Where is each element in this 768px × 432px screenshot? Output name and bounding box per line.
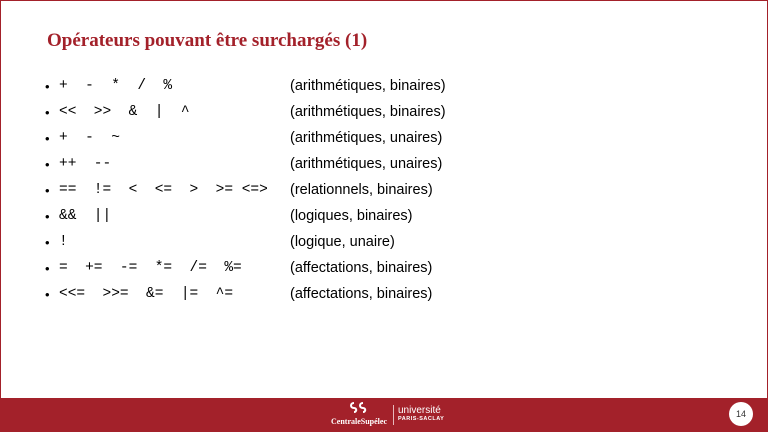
paris-saclay-logo [398, 405, 444, 423]
university-subtext: PARIS-SACLAY [398, 416, 445, 422]
operators-text: << >> & | ^ [59, 104, 190, 120]
swirl-icon [349, 401, 369, 414]
slide-title: Opérateurs pouvant être surchargés (1) [47, 30, 368, 51]
logo-divider [393, 405, 394, 425]
logo-mark-icon [327, 401, 391, 417]
operators-text: && || [59, 208, 112, 224]
university-text: université [398, 405, 441, 416]
operators-description: (arithmétiques, unaires) [290, 156, 443, 172]
bullet-icon: • [45, 157, 50, 172]
bullet-icon: • [45, 235, 50, 250]
bullet-icon: • [45, 209, 50, 224]
operators-description: (arithmétiques, binaires) [290, 78, 446, 94]
page-number: 14 [729, 402, 753, 426]
bullet-icon: • [45, 79, 50, 94]
brand-name: CentraleSupélec [331, 417, 387, 426]
operators-description: (affectations, binaires) [290, 260, 433, 276]
operators-description: (logique, unaire) [290, 234, 395, 250]
bullet-icon: • [45, 131, 50, 146]
operators-description: (affectations, binaires) [290, 286, 433, 302]
bullet-icon: • [45, 183, 50, 198]
operators-description: (arithmétiques, binaires) [290, 104, 446, 120]
operators-text: = += -= *= /= %= [59, 260, 242, 276]
footer-bar [1, 398, 767, 431]
bullet-icon: • [45, 105, 50, 120]
operators-description: (relationnels, binaires) [290, 182, 433, 198]
centralesupelec-logo [327, 401, 391, 429]
operators-text: ! [59, 234, 68, 250]
operators-text: + - * / % [59, 78, 173, 94]
operators-description: (arithmétiques, unaires) [290, 130, 443, 146]
operators-text: <<= >>= &= |= ^= [59, 286, 234, 302]
operators-description: (logiques, binaires) [290, 208, 413, 224]
bullet-icon: • [45, 261, 50, 276]
operators-text: == != < <= > >= <=> [59, 182, 268, 198]
operators-text: ++ -- [59, 156, 112, 172]
bullet-icon: • [45, 287, 50, 302]
operators-text: + - ~ [59, 130, 120, 146]
